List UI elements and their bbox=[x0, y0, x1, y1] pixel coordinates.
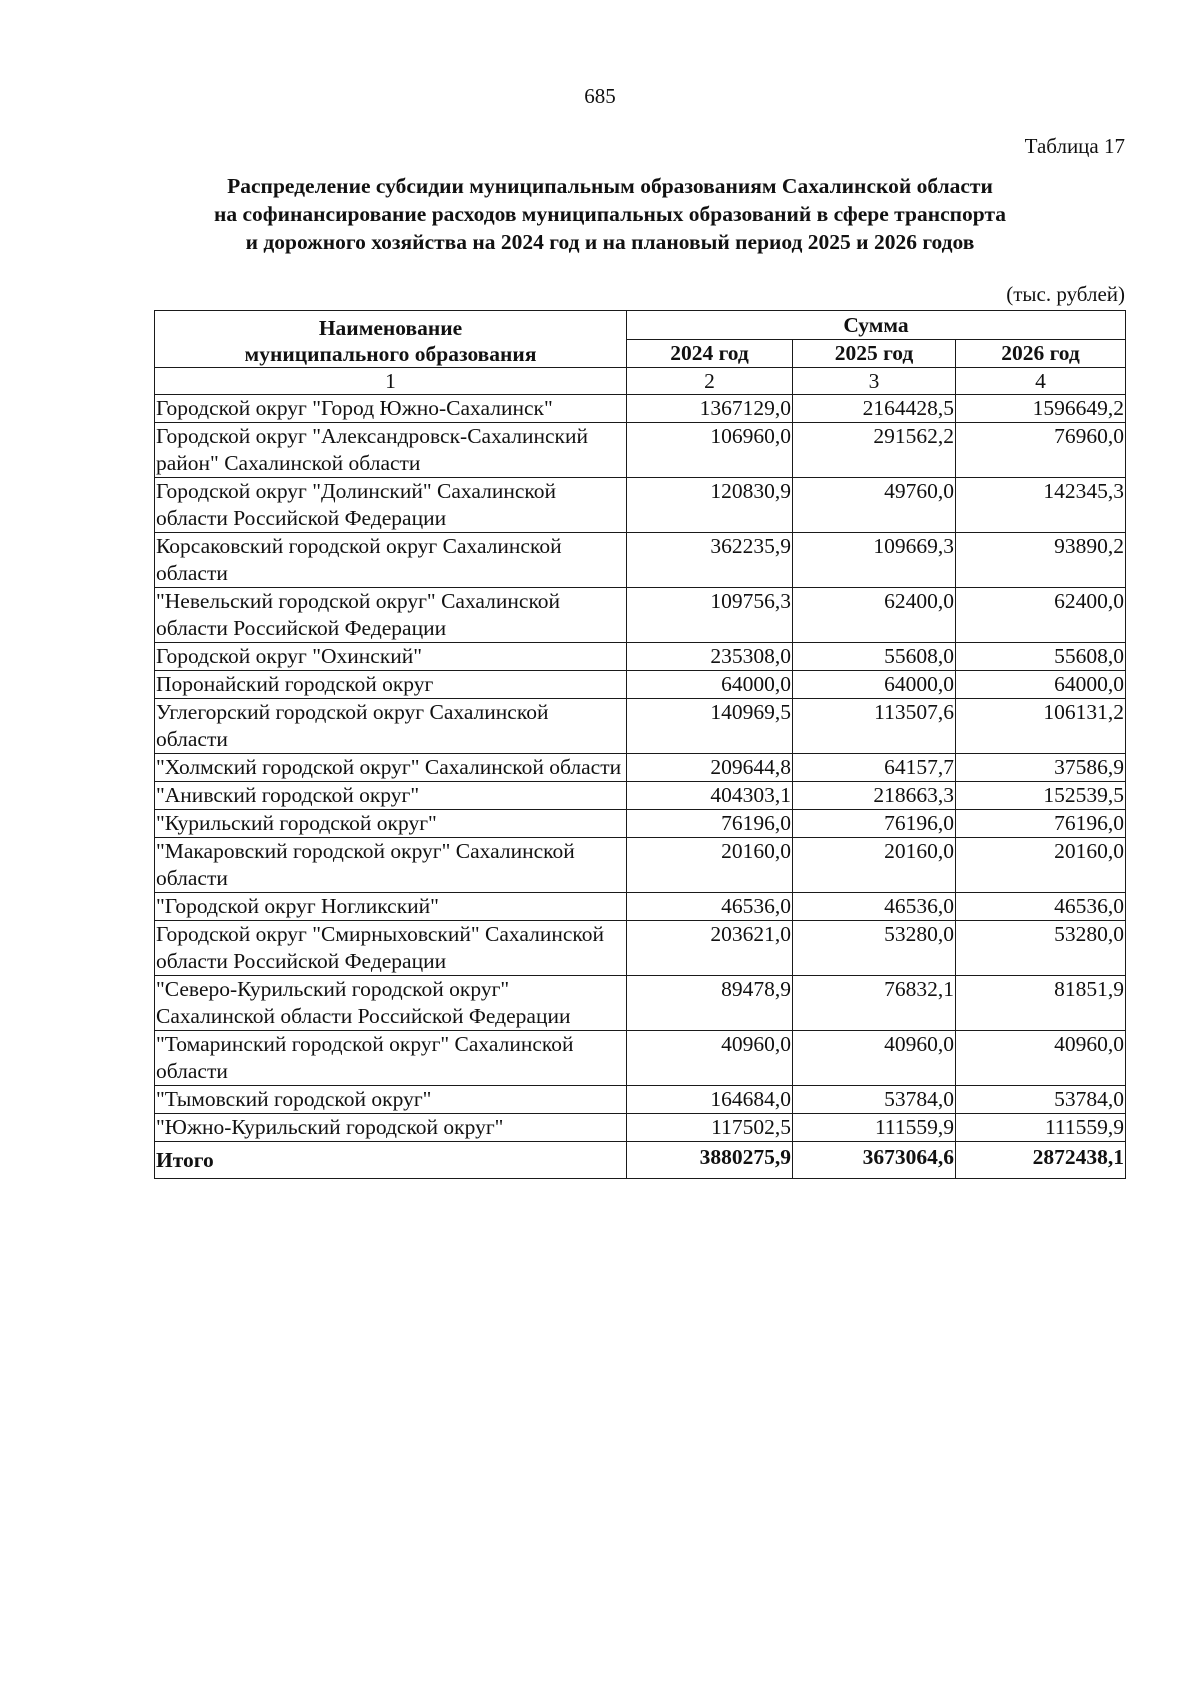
units-label: (тыс. рублей) bbox=[1006, 282, 1125, 306]
amount-2024: 203621,0 bbox=[627, 921, 793, 976]
table-row bbox=[155, 1114, 1126, 1142]
amount-2025: 55608,0 bbox=[793, 643, 956, 671]
amount-2025: 111559,9 bbox=[793, 1114, 956, 1142]
amount-2026: 1596649,2 bbox=[956, 395, 1126, 423]
table-body bbox=[155, 395, 1126, 1179]
amount-2026: 37586,9 bbox=[956, 754, 1126, 782]
table-row bbox=[155, 921, 1126, 976]
municipality-name: "Тымовский городской округ" bbox=[155, 1086, 627, 1114]
municipality-name: "Макаровский городской округ" Сахалинской области bbox=[155, 838, 627, 893]
amount-2026: 40960,0 bbox=[956, 1031, 1126, 1086]
amount-2024: 140969,5 bbox=[627, 699, 793, 754]
amount-2024: 1367129,0 bbox=[627, 395, 793, 423]
amount-2025: 64000,0 bbox=[793, 671, 956, 699]
header-year-2024: 2024 год bbox=[627, 339, 793, 368]
table-row bbox=[155, 838, 1126, 893]
amount-2025: 109669,3 bbox=[793, 533, 956, 588]
amount-2026: 46536,0 bbox=[956, 893, 1126, 921]
total-2025: 3673064,6 bbox=[793, 1142, 956, 1179]
table-row bbox=[155, 810, 1126, 838]
table-row bbox=[155, 671, 1126, 699]
municipality-name: "Южно-Курильский городской округ" bbox=[155, 1114, 627, 1142]
amount-2026: 64000,0 bbox=[956, 671, 1126, 699]
amount-2026: 76960,0 bbox=[956, 423, 1126, 478]
amount-2025: 49760,0 bbox=[793, 478, 956, 533]
title-line: и дорожного хозяйства на 2024 год и на плановый период 2025 и 2026 годов bbox=[245, 230, 975, 254]
amount-2025: 113507,6 bbox=[793, 699, 956, 754]
municipality-name: Корсаковский городской округ Сахалинской области bbox=[155, 533, 627, 588]
total-2024: 3880275,9 bbox=[627, 1142, 793, 1179]
amount-2026: 55608,0 bbox=[956, 643, 1126, 671]
header-name-line: Наименование bbox=[318, 316, 463, 340]
amount-2025: 62400,0 bbox=[793, 588, 956, 643]
page-number: 685 bbox=[584, 84, 616, 108]
header-sum: Сумма bbox=[627, 311, 1126, 340]
table-row bbox=[155, 893, 1126, 921]
amount-2025: 76832,1 bbox=[793, 976, 956, 1031]
amount-2026: 152539,5 bbox=[956, 782, 1126, 810]
table-row bbox=[155, 1086, 1126, 1114]
amount-2026: 93890,2 bbox=[956, 533, 1126, 588]
amount-2026: 76196,0 bbox=[956, 810, 1126, 838]
municipality-name: Городской округ "Долинский" Сахалинской области Российской Федерации bbox=[155, 478, 627, 533]
amount-2025: 218663,3 bbox=[793, 782, 956, 810]
amount-2024: 209644,8 bbox=[627, 754, 793, 782]
amount-2024: 164684,0 bbox=[627, 1086, 793, 1114]
amount-2024: 109756,3 bbox=[627, 588, 793, 643]
municipality-name: Городской округ "Смирныховский" Сахалинской области Российской Федерации bbox=[155, 921, 627, 976]
amount-2025: 64157,7 bbox=[793, 754, 956, 782]
table-row bbox=[155, 588, 1126, 643]
municipality-name: "Невельский городской округ" Сахалинской области Российской Федерации bbox=[155, 588, 627, 643]
municipality-name: Городской округ "Александровск-Сахалинский район" Сахалинской области bbox=[155, 423, 627, 478]
document-title bbox=[150, 172, 1070, 256]
amount-2024: 64000,0 bbox=[627, 671, 793, 699]
amount-2026: 81851,9 bbox=[956, 976, 1126, 1031]
amount-2025: 53280,0 bbox=[793, 921, 956, 976]
amount-2024: 76196,0 bbox=[627, 810, 793, 838]
header-year-2026: 2026 год bbox=[956, 339, 1126, 368]
header-name bbox=[155, 311, 627, 368]
municipality-name: Поронайский городской округ bbox=[155, 671, 627, 699]
amount-2026: 62400,0 bbox=[956, 588, 1126, 643]
amount-2024: 117502,5 bbox=[627, 1114, 793, 1142]
amount-2025: 40960,0 bbox=[793, 1031, 956, 1086]
amount-2024: 89478,9 bbox=[627, 976, 793, 1031]
amount-2025: 20160,0 bbox=[793, 838, 956, 893]
amount-2026: 142345,3 bbox=[956, 478, 1126, 533]
amount-2026: 20160,0 bbox=[956, 838, 1126, 893]
table-row bbox=[155, 395, 1126, 423]
total-row bbox=[155, 1142, 1126, 1179]
column-number: 2 bbox=[627, 368, 793, 395]
title-line: Распределение субсидии муниципальным образованиям Сахалинской области bbox=[227, 174, 993, 198]
title-line: на софинансирование расходов муниципальных образований в сфере транспорта bbox=[213, 202, 1007, 226]
table-row bbox=[155, 699, 1126, 754]
table-row bbox=[155, 782, 1126, 810]
amount-2024: 404303,1 bbox=[627, 782, 793, 810]
column-number: 1 bbox=[155, 368, 627, 395]
table-row bbox=[155, 1031, 1126, 1086]
amount-2026: 111559,9 bbox=[956, 1114, 1126, 1142]
municipality-name: "Городской округ Ногликский" bbox=[155, 893, 627, 921]
total-label: Итого bbox=[155, 1142, 627, 1179]
amount-2024: 120830,9 bbox=[627, 478, 793, 533]
header-name-line: муниципального образования bbox=[244, 342, 537, 366]
amount-2025: 76196,0 bbox=[793, 810, 956, 838]
amount-2025: 53784,0 bbox=[793, 1086, 956, 1114]
municipality-name: "Холмский городской округ" Сахалинской области bbox=[155, 754, 627, 782]
municipality-name: "Курильский городской округ" bbox=[155, 810, 627, 838]
header-year-2025: 2025 год bbox=[793, 339, 956, 368]
amount-2024: 46536,0 bbox=[627, 893, 793, 921]
total-2026: 2872438,1 bbox=[956, 1142, 1126, 1179]
table-row bbox=[155, 643, 1126, 671]
amount-2026: 53280,0 bbox=[956, 921, 1126, 976]
municipality-name: "Анивский городской округ" bbox=[155, 782, 627, 810]
municipality-name: Городской округ "Город Южно-Сахалинск" bbox=[155, 395, 627, 423]
amount-2025: 2164428,5 bbox=[793, 395, 956, 423]
table-row bbox=[155, 976, 1126, 1031]
municipality-name: "Северо-Курильский городской округ" Сахалинской области Российской Федерации bbox=[155, 976, 627, 1031]
amount-2026: 106131,2 bbox=[956, 699, 1126, 754]
amount-2024: 362235,9 bbox=[627, 533, 793, 588]
amount-2024: 235308,0 bbox=[627, 643, 793, 671]
table-row bbox=[155, 423, 1126, 478]
table-label: Таблица 17 bbox=[1024, 134, 1125, 158]
amount-2025: 46536,0 bbox=[793, 893, 956, 921]
amount-2026: 53784,0 bbox=[956, 1086, 1126, 1114]
table-row bbox=[155, 754, 1126, 782]
municipality-name: "Томаринский городской округ" Сахалинской области bbox=[155, 1031, 627, 1086]
municipality-name: Городской округ "Охинский" bbox=[155, 643, 627, 671]
table-row bbox=[155, 533, 1126, 588]
amount-2024: 40960,0 bbox=[627, 1031, 793, 1086]
table-row bbox=[155, 478, 1126, 533]
column-number: 4 bbox=[956, 368, 1126, 395]
column-number: 3 bbox=[793, 368, 956, 395]
subsidy-table bbox=[154, 310, 1126, 1179]
amount-2024: 20160,0 bbox=[627, 838, 793, 893]
amount-2025: 291562,2 bbox=[793, 423, 956, 478]
municipality-name: Углегорский городской округ Сахалинской области bbox=[155, 699, 627, 754]
amount-2024: 106960,0 bbox=[627, 423, 793, 478]
